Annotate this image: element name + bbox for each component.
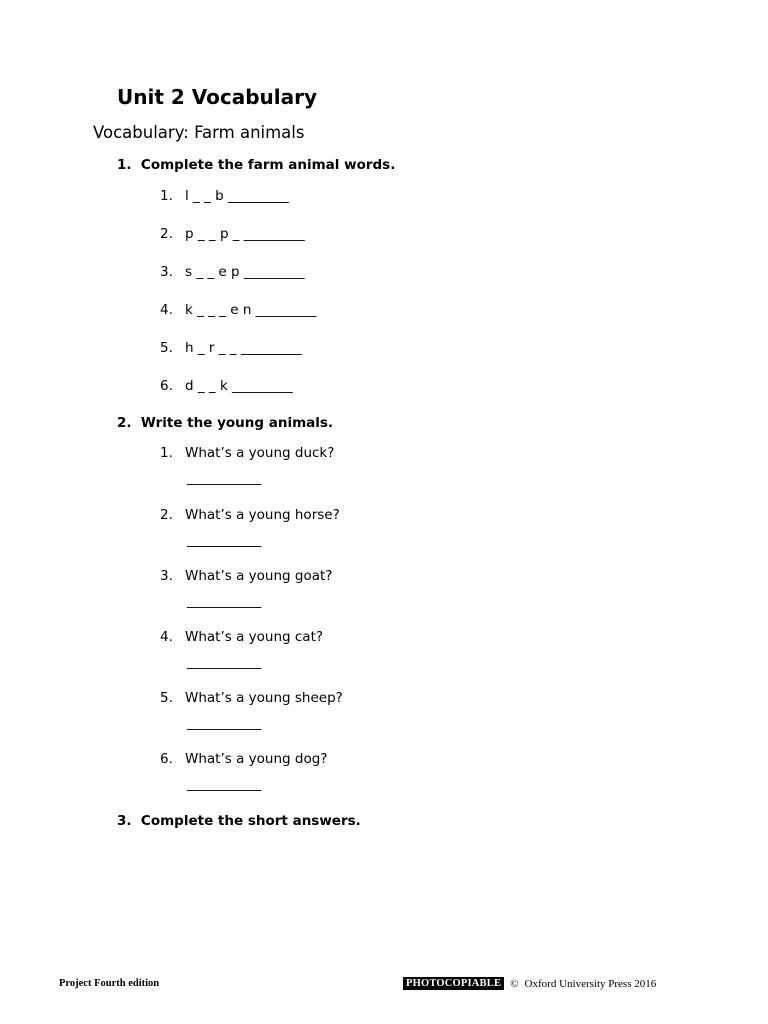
photocopiable-badge: PHOTOCOPIABLE: [403, 977, 504, 990]
page-title: Unit 2 Vocabulary: [117, 85, 318, 109]
task-2-question: What’s a young dog?: [185, 751, 328, 767]
task-2-heading: 2. Write the young animals.: [117, 415, 334, 431]
task-1-item-text: l _ _ b _________: [185, 188, 289, 204]
footer-series-title: Project Fourth edition: [59, 978, 160, 989]
footer-copyright: [403, 977, 656, 990]
task-2-question: What’s a young cat?: [185, 629, 324, 645]
task-1-item-number: 3.: [160, 264, 173, 280]
task-2-answer-line: ___________: [187, 776, 262, 792]
task-1-heading: 1. Complete the farm animal words.: [117, 157, 396, 173]
task-2-item-number: 6.: [160, 751, 173, 767]
copyright-icon: ©: [510, 977, 519, 990]
task-1-item-number: 1.: [160, 188, 173, 204]
task-2-item-number: 3.: [160, 568, 173, 584]
task-2-question: What’s a young horse?: [185, 507, 340, 523]
task-1-item-number: 5.: [160, 340, 173, 356]
task-1-item-text: d _ _ k _________: [185, 378, 293, 394]
task-2-answer-line: ___________: [187, 470, 262, 486]
task-1-item-text: h _ r _ _ _________: [185, 340, 302, 356]
task-2-item-number: 4.: [160, 629, 173, 645]
task-2-answer-line: ___________: [187, 715, 262, 731]
task-2-answer-line: ___________: [187, 532, 262, 548]
publisher-text: Oxford University Press 2016: [524, 977, 657, 990]
task-1-item-number: 4.: [160, 302, 173, 318]
task-1-item-text: k _ _ _ e n _________: [185, 302, 317, 318]
task-2-answer-line: ___________: [187, 654, 262, 670]
task-2-item-number: 5.: [160, 690, 173, 706]
task-2-item-number: 2.: [160, 507, 173, 523]
task-1-item-text: p _ _ p _ _________: [185, 226, 305, 242]
task-2-answer-line: ___________: [187, 593, 262, 609]
task-3-heading: 3. Complete the short answers.: [117, 813, 361, 829]
task-1-item-number: 2.: [160, 226, 173, 242]
task-2-question: What’s a young goat?: [185, 568, 333, 584]
task-1-item-number: 6.: [160, 378, 173, 394]
task-2-question: What’s a young sheep?: [185, 690, 343, 706]
task-1-item-text: s _ _ e p _________: [185, 264, 305, 280]
task-2-question: What’s a young duck?: [185, 445, 335, 461]
page-subtitle: Vocabulary: Farm animals: [93, 123, 305, 142]
task-2-item-number: 1.: [160, 445, 173, 461]
